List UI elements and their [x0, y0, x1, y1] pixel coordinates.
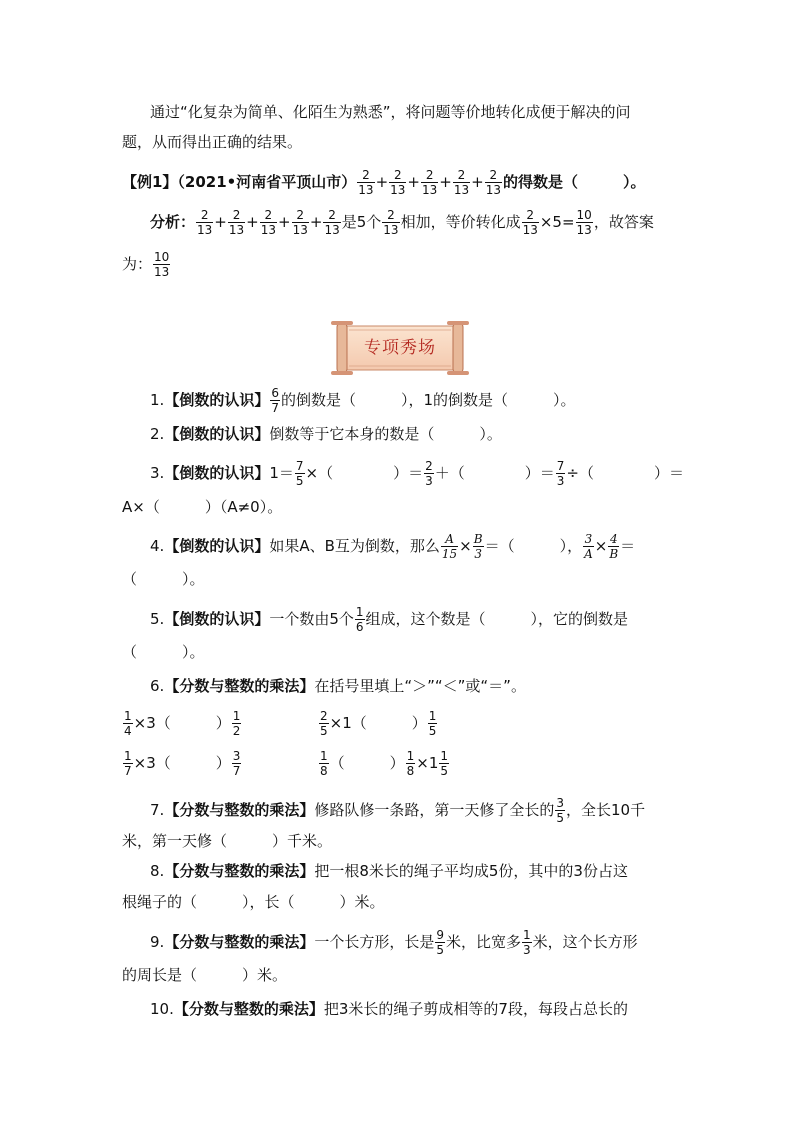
fraction: $\frac{2}{13}$: [324, 208, 340, 237]
section-banner: [327, 318, 473, 378]
question-9-line-2: 的周长是（ ）米。: [122, 966, 288, 984]
analysis-text: 是5个: [341, 213, 382, 231]
question-number: 4.: [150, 537, 165, 555]
fraction: $\frac{1}{5}$: [440, 749, 449, 778]
compare-op: ×1（ ）: [329, 714, 427, 732]
question-number: 7.: [150, 801, 165, 819]
question-text: ＝: [620, 537, 636, 555]
question-number: 2.: [150, 425, 165, 443]
compare-item: [122, 749, 242, 778]
question-text: 倒数等于它本身的数是（ ）。: [269, 425, 502, 443]
question-number: 9.: [150, 933, 165, 951]
example-analysis: 分析： $\frac{2}{13}$ + $\frac{2}{13}$ + $\frac{2}{13}$ + $\frac{2}{13}$ + $\frac{2}{13}$ 是5个 $\frac{2}{13}$ 相加，等价转化成 $\frac{2}{13}$ ×5= $\frac{10}{13}$ ，故答案: [150, 208, 654, 237]
fraction: $\frac{2}{13}$: [292, 208, 308, 237]
question-7: [150, 796, 645, 825]
fraction: $\frac{1}{4}$: [124, 709, 132, 738]
question-text: 把一根8米长的绳子平均成5份，其中的3份占这: [314, 862, 628, 880]
question-3-line-2: A×（ ）（A≠0）。: [122, 498, 283, 516]
fraction: $\frac{10}{13}$: [154, 250, 170, 279]
analysis-text: ，故答案: [593, 213, 654, 231]
fraction: $\frac{3}{7}$: [232, 749, 241, 778]
compare-item: [122, 709, 242, 738]
question-number: 10.: [150, 1000, 174, 1018]
fraction: $\frac{2}{13}$: [422, 168, 438, 197]
compare-op: （ ）: [329, 754, 405, 772]
compare-op: ×3（ ）: [133, 754, 231, 772]
question-number: 6.: [150, 677, 165, 695]
analysis-label: 分析：: [150, 213, 196, 231]
question-7-line-2: 米，第一天修（ ）千米。: [122, 832, 333, 850]
fraction: $\frac{2}{13}$: [260, 208, 277, 237]
question-tag: 【分数与整数的乘法】: [164, 933, 315, 951]
question-number: 3.: [150, 464, 165, 482]
question-text: 如果A、B互为倒数，那么: [269, 537, 440, 555]
question-2: [150, 423, 502, 445]
fraction: $\frac{9}{5}$: [436, 928, 444, 957]
question-9: [150, 928, 638, 957]
fraction: $\frac{1}{5}$: [428, 709, 437, 738]
question-text: 修路队修一条路，第一天修了全长的: [314, 801, 555, 819]
fraction: $\frac{1}{8}$: [320, 749, 328, 778]
fraction: $\frac{2}{13}$: [358, 168, 374, 197]
fraction: $\frac{2}{5}$: [320, 709, 328, 738]
times-sign: ×1: [416, 754, 439, 772]
question-1: [150, 386, 576, 415]
question-text: ＋（ ）＝: [434, 464, 555, 482]
question-text: 1＝: [269, 464, 294, 482]
answer-prefix: 为：: [122, 255, 153, 273]
fraction: $\frac{1}{7}$: [124, 749, 132, 778]
question-tag: 【倒数的认识】: [164, 610, 270, 628]
intro-line-2: 题，从而得出正确的结果。: [122, 133, 303, 151]
fraction: $\frac{2}{13}$: [390, 168, 406, 197]
question-text: 米，这个长方形: [532, 933, 638, 951]
fraction: $\frac{6}{7}$: [271, 386, 279, 415]
example-1: 【例1】（2021•河南省平顶山市） $\frac{2}{13}$ + $\frac{2}{13}$ + $\frac{2}{13}$ + $\frac{2}{13}$ + $\frac{2}{13}$ 的得数是（ ）。: [122, 168, 646, 197]
fraction: $\frac{2}{13}$: [453, 168, 470, 197]
question-tag: 【倒数的认识】: [164, 425, 270, 443]
question-5-line-2: （ ）。: [122, 643, 205, 661]
question-3: [150, 459, 684, 488]
intro-line-1: 通过“化复杂为简单、化陌生为熟悉”，将问题等价地转化成便于解决的问: [150, 103, 631, 121]
fraction: $\frac{2}{13}$: [485, 168, 501, 197]
fraction: $\frac{3}{5}$: [556, 796, 564, 825]
question-tag: 【倒数的认识】: [164, 537, 270, 555]
fraction: $\frac{1}{8}$: [406, 749, 415, 778]
times-sign: ×: [459, 537, 472, 555]
question-tag: 【分数与整数的乘法】: [173, 1000, 324, 1018]
fraction: $\frac{7}{3}$: [556, 459, 565, 488]
fraction: $\frac{2}{13}$: [522, 208, 538, 237]
banner-title: 专项秀场: [364, 338, 436, 358]
fraction: $\frac{7}{5}$: [295, 459, 304, 488]
fraction: $\frac{1}{2}$: [232, 709, 241, 738]
question-6: [150, 675, 526, 697]
fraction: $\frac{B}{3}$: [473, 532, 483, 561]
example-answer: [122, 250, 171, 279]
question-4-line-2: （ ）。: [122, 570, 205, 588]
question-text: 组成，这个数是（ ），它的倒数是: [365, 610, 629, 628]
example-tail: 的得数是（ ）。: [503, 173, 646, 191]
times-sign: ×: [594, 537, 608, 555]
question-5: [150, 605, 628, 634]
fraction: $\frac{2}{13}$: [228, 208, 245, 237]
fraction: $\frac{2}{13}$: [197, 208, 213, 237]
question-10: [150, 998, 628, 1020]
question-text: 在括号里填上“＞”“＜”或“＝”。: [314, 677, 526, 695]
question-text: ＝（ ），: [484, 537, 583, 555]
fraction: $\frac{2}{3}$: [425, 459, 433, 488]
fraction: $\frac{3}{A}$: [584, 532, 593, 561]
fraction: $\frac{1}{6}$: [355, 605, 364, 634]
question-tag: 【倒数的认识】: [164, 464, 270, 482]
question-tag: 【分数与整数的乘法】: [164, 677, 315, 695]
question-text: ×（ ）＝: [305, 464, 424, 482]
question-text: ，全长10千: [565, 801, 646, 819]
question-text: 一个数由5个: [269, 610, 354, 628]
question-tag: 【倒数的认识】: [164, 391, 270, 409]
question-number: 1.: [150, 391, 165, 409]
question-tag: 【分数与整数的乘法】: [164, 862, 315, 880]
analysis-text: 相加，等价转化成: [400, 213, 521, 231]
fraction: $\frac{10}{13}$: [576, 208, 592, 237]
question-number: 5.: [150, 610, 165, 628]
question-text: 的倒数是（ ），1的倒数是（ ）。: [280, 391, 576, 409]
question-text: ÷（ ）＝: [566, 464, 684, 482]
compare-item: [318, 709, 438, 738]
question-text: 把3米长的绳子剪成相等的7段，每段占总长的: [323, 1000, 628, 1018]
example-tag: 【例1】（2021•河南省平顶山市）: [122, 173, 357, 191]
question-8-line-2: 根绳子的（ ），长（ ）米。: [122, 893, 385, 911]
fraction: $\frac{2}{13}$: [383, 208, 399, 237]
compare-op: ×3（ ）: [133, 714, 231, 732]
fraction: $\frac{4}{B}$: [609, 532, 619, 561]
analysis-mul: ×5=: [539, 213, 575, 231]
fraction: $\frac{1}{3}$: [523, 928, 531, 957]
fraction: $\frac{A}{15}$: [441, 532, 458, 561]
question-tag: 【分数与整数的乘法】: [164, 801, 315, 819]
compare-item: [318, 749, 450, 778]
question-number: 8.: [150, 862, 165, 880]
question-4: [150, 532, 635, 561]
question-text: 米，比宽多: [445, 933, 521, 951]
question-text: 一个长方形，长是: [314, 933, 435, 951]
question-8: [150, 860, 628, 882]
